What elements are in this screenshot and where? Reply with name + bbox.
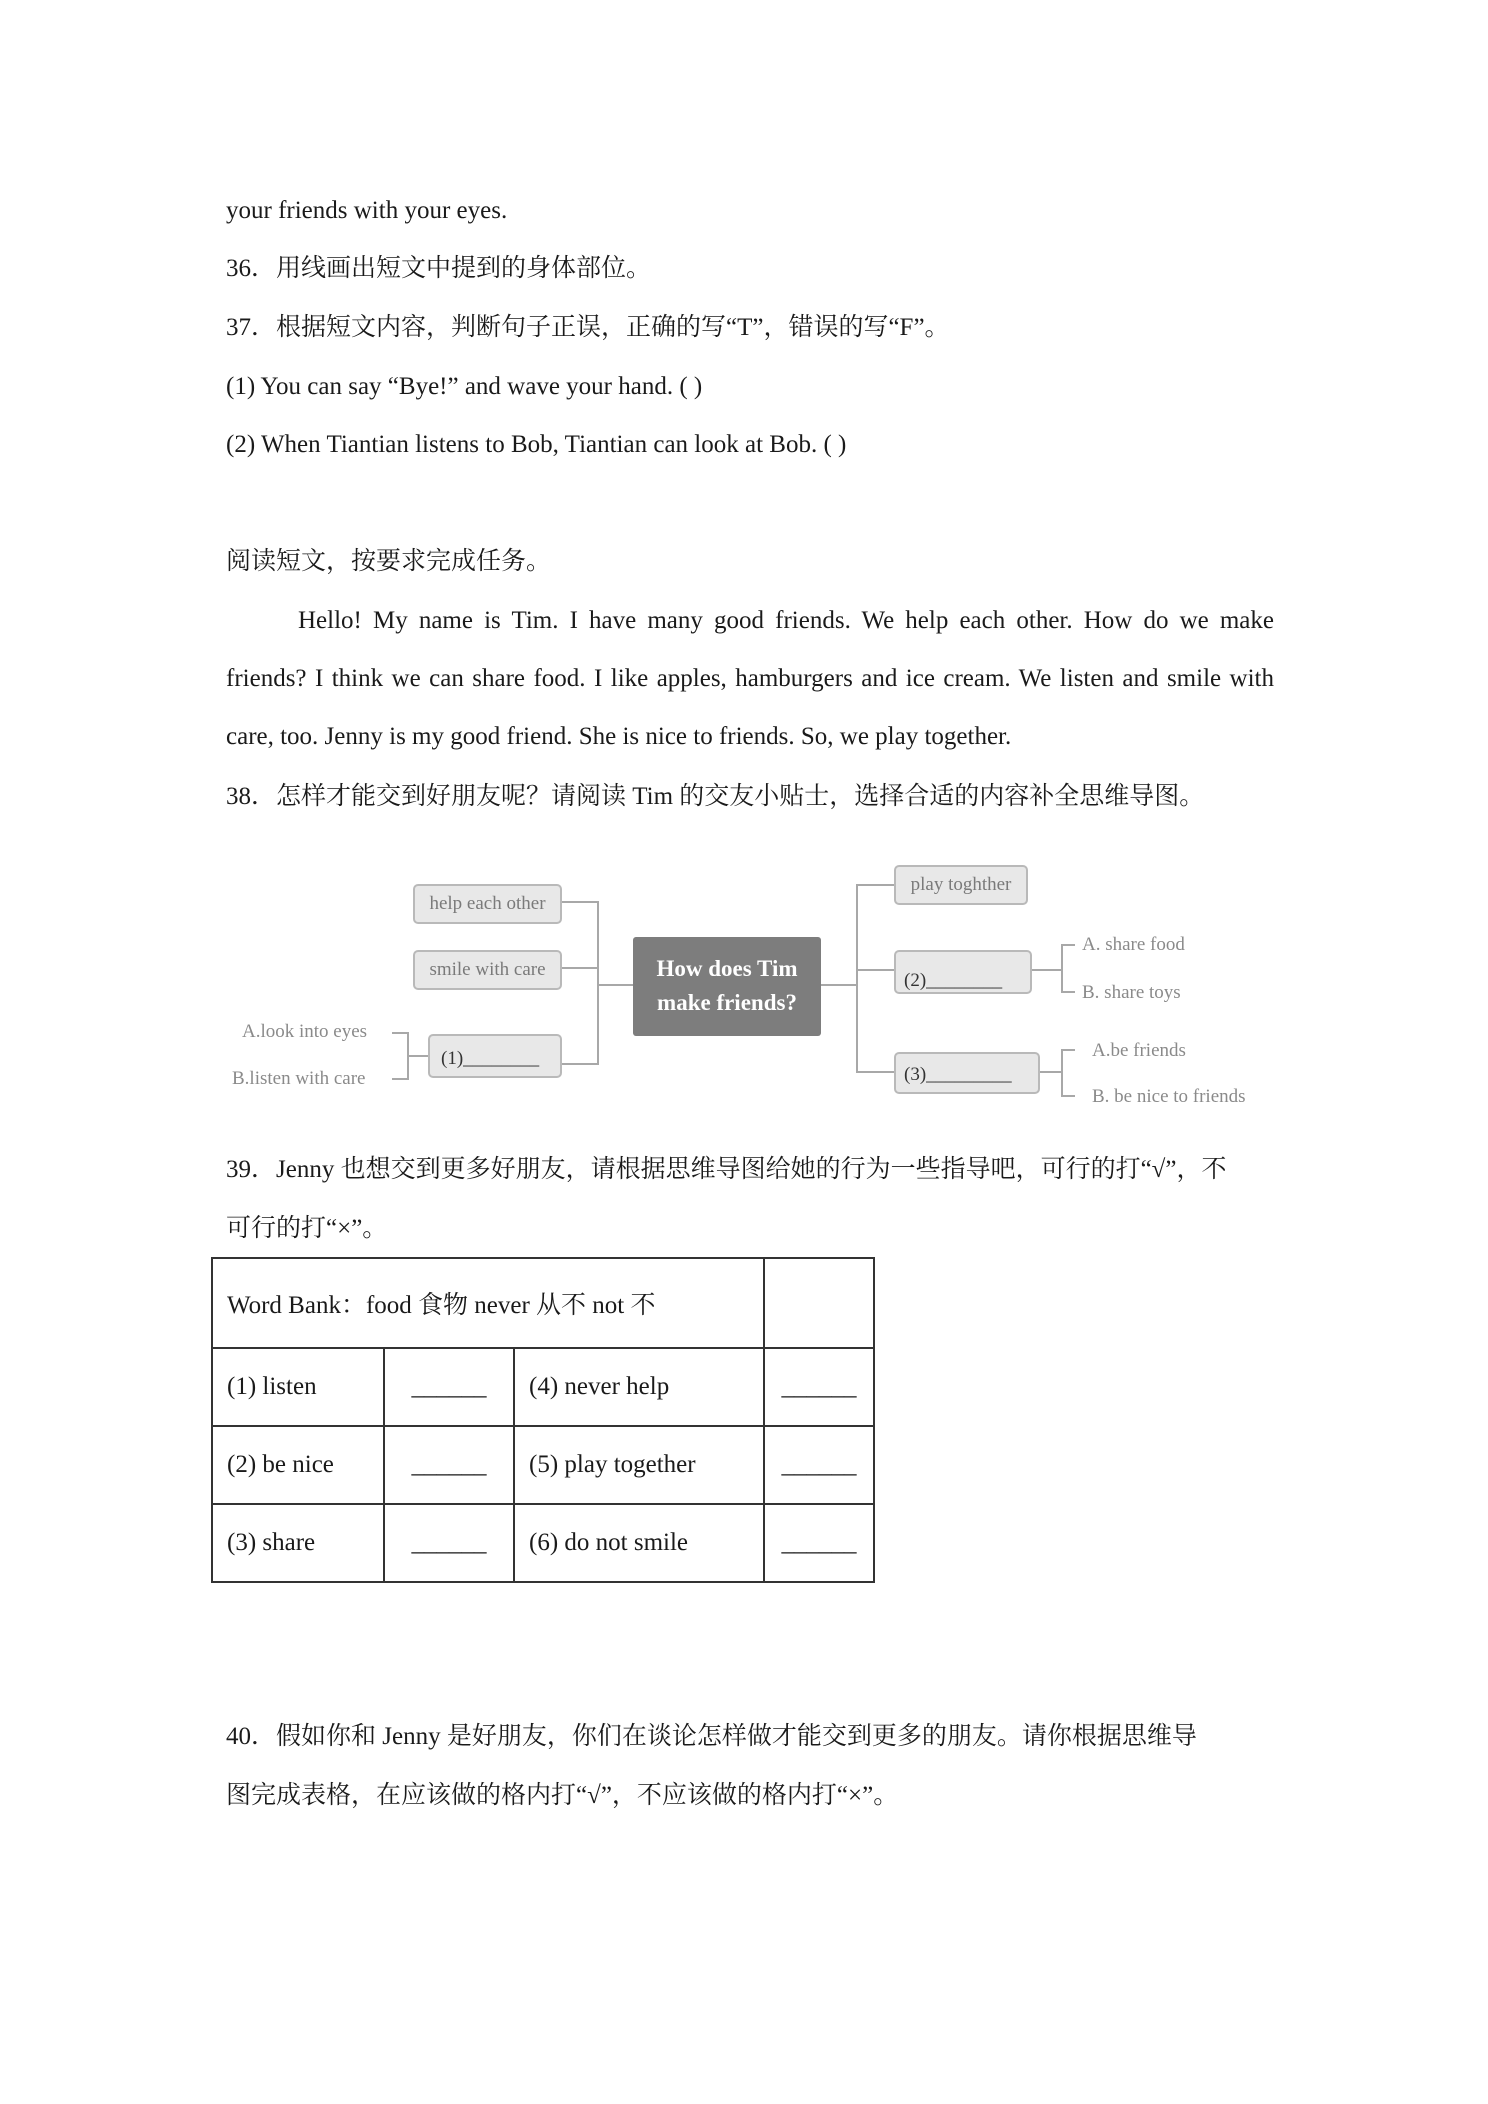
- center-line-2: make friends?: [657, 990, 797, 1015]
- center-line-1: How does Tim: [656, 956, 798, 981]
- reading-passage: Hello! My name is Tim. I have many good friends. We help each other. How do we make friends? I think we can share food. I like apples, hamburgers and ice cream. We listen and smile with care, too. Jenny is my good friend. She is nice to friends. So, we play together.: [226, 607, 1274, 750]
- question-39-line-2: 可行的打“×”。: [226, 1215, 388, 1242]
- question-36: 36．用线画出短文中提到的身体部位。: [226, 255, 652, 282]
- question-37-item-1: (1) You can say “Bye!” and wave your hand. ( ): [226, 373, 703, 400]
- question-40-line-1: 40．假如你和 Jenny 是好朋友，你们在谈论怎样做才能交到更多的朋友。请你根据思维导: [226, 1723, 1197, 1750]
- table-row: [212, 1504, 874, 1582]
- table-row: [212, 1426, 874, 1504]
- question-39-line-1: 39．Jenny 也想交到更多好朋友，请根据思维导图给她的行为一些指导吧，可行的打“√”，不: [226, 1156, 1227, 1183]
- node-blank-3-label: (3)_________: [904, 1064, 1012, 1085]
- question-37-item-2: (2) When Tiantian listens to Bob, Tiantian can look at Bob. ( ): [226, 431, 847, 458]
- empty-cell: [764, 1258, 874, 1348]
- answer-blank[interactable]: ______: [384, 1504, 514, 1582]
- table-row: [212, 1348, 874, 1426]
- answer-blank[interactable]: ______: [764, 1348, 874, 1426]
- question-40-line-2: 图完成表格，在应该做的格内打“√”，不应该做的格内打“×”。: [226, 1782, 899, 1809]
- node-blank-1-label: (1)________: [441, 1048, 540, 1069]
- answer-blank[interactable]: ______: [384, 1348, 514, 1426]
- leaf-be-friends: A.be friends: [1092, 1040, 1186, 1061]
- item-cell: (2) be nice: [212, 1426, 384, 1504]
- node-play-together: play toghther: [894, 865, 1028, 905]
- leaf-be-nice-to-friends: B. be nice to friends: [1092, 1086, 1246, 1107]
- node-blank-2-label: (2)________: [904, 970, 1003, 991]
- question-37: 37．根据短文内容，判断句子正误，正确的写“T”，错误的写“F”。: [226, 314, 950, 341]
- leaf-look-into-eyes: A.look into eyes: [242, 1021, 368, 1042]
- item-cell: (4) never help: [514, 1348, 764, 1426]
- node-help-each-other: help each other: [413, 884, 562, 924]
- word-bank-table: [211, 1257, 875, 1583]
- reading-instruction: 阅读短文，按要求完成任务。: [226, 548, 552, 575]
- item-cell: (3) share: [212, 1504, 384, 1582]
- table-row: [212, 1258, 874, 1348]
- answer-blank[interactable]: ______: [384, 1426, 514, 1504]
- leaf-share-food: A. share food: [1082, 934, 1185, 955]
- question-38: 38．怎样才能交到好朋友呢？请阅读 Tim 的交友小贴士，选择合适的内容补全思维导图。: [226, 783, 1205, 810]
- answer-blank[interactable]: ______: [764, 1426, 874, 1504]
- node-smile-with-care: smile with care: [413, 950, 562, 990]
- answer-blank[interactable]: ______: [764, 1504, 874, 1582]
- mind-map-center: [633, 937, 821, 1036]
- item-cell: (5) play together: [514, 1426, 764, 1504]
- leaf-listen-with-care: B.listen with care: [232, 1068, 366, 1089]
- leaf-share-toys: B. share toys: [1082, 982, 1181, 1003]
- word-bank-cell: Word Bank：food 食物 never 从不 not 不: [212, 1258, 764, 1348]
- item-cell: (1) listen: [212, 1348, 384, 1426]
- item-cell: (6) do not smile: [514, 1504, 764, 1582]
- line-friends-eyes: your friends with your eyes.: [226, 197, 508, 224]
